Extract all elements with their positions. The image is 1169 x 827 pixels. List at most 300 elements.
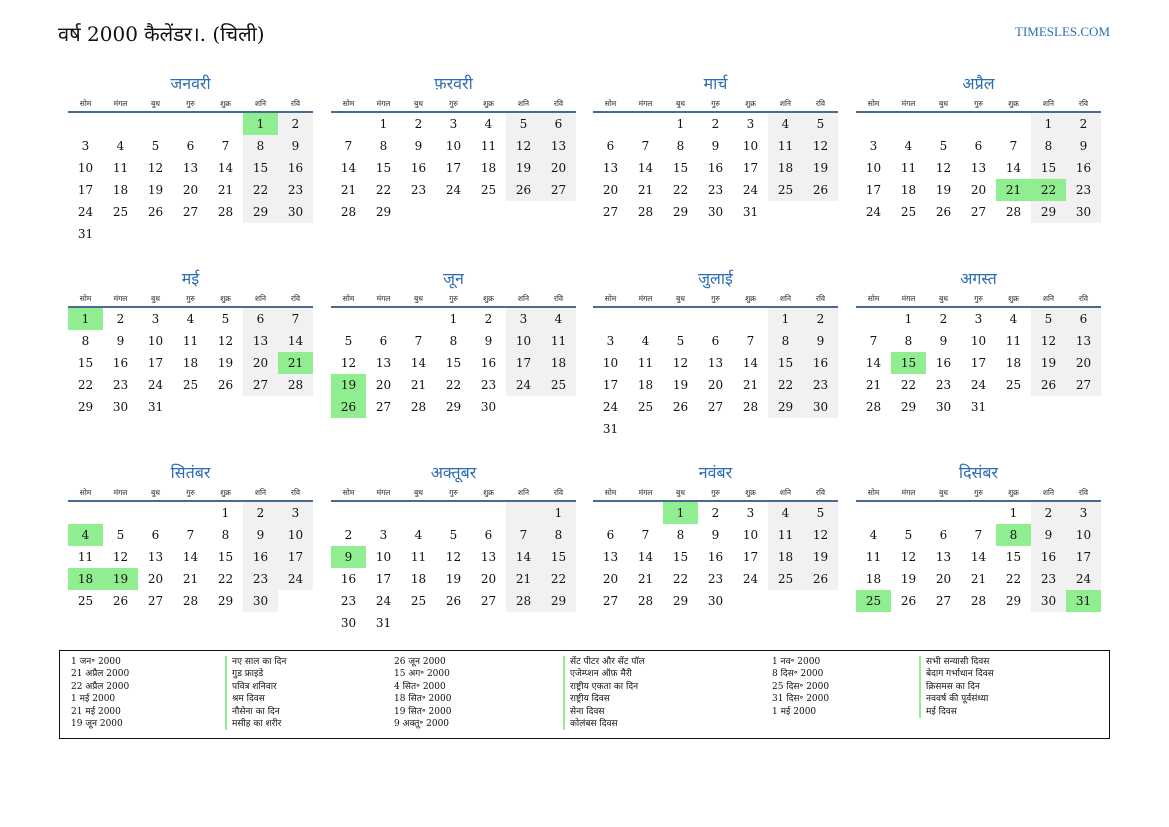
day-cell: 5 [939,139,948,153]
day-cell: 27 [1066,374,1101,396]
weekday-header: शुक्र [471,486,506,501]
weekday-header: मंगल [366,97,401,112]
day-cell: 29 [445,400,462,414]
day-cell: 11 [77,550,94,564]
day-cell: 9 [1031,524,1066,546]
day-cell: 2 [116,312,125,326]
empty-cell [278,396,313,418]
month-name: सितंबर [170,463,211,482]
day-cell: 6 [711,334,720,348]
day-cell: 17 [445,161,462,175]
month-table [68,292,313,418]
day-cell: 21 [506,568,541,590]
weekday-header: शुक्र [733,486,768,501]
empty-cell [506,501,541,524]
day-cell: 1 [541,501,576,524]
day-cell: 22 [445,378,462,392]
empty-cell [663,418,698,440]
day-cell: 10 [970,334,987,348]
day-cell: 4 [641,334,650,348]
day-cell: 11 [768,135,803,157]
day-cell: 7 [278,307,313,330]
day-cell: 16 [410,161,427,175]
day-cell: 16 [1066,157,1101,179]
day-cell: 4 [68,524,103,546]
empty-cell [698,307,733,330]
day-cell: 19 [672,378,689,392]
month-name: अप्रैल [962,74,995,93]
day-cell: 24 [865,205,882,219]
empty-cell [208,396,243,418]
day-cell: 16 [480,356,497,370]
day-cell: 16 [278,157,313,179]
day-cell: 19 [331,374,366,396]
legend-date: 1 मई 2000 [71,694,116,705]
weekday-header: बुध [663,97,698,112]
weekday-header: बुध [401,292,436,307]
day-cell: 9 [1066,135,1101,157]
weekday-header: सोम [68,97,103,112]
empty-cell [208,223,243,245]
day-cell: 20 [147,572,164,586]
day-cell: 7 [746,334,755,348]
day-cell: 17 [147,356,164,370]
day-cell: 2 [1066,112,1101,135]
month-name: जून [443,269,464,288]
day-cell: 31 [77,227,94,241]
day-cell: 22 [541,568,576,590]
day-cell: 29 [768,396,803,418]
day-cell: 20 [970,183,987,197]
day-cell: 21 [996,179,1031,201]
day-cell: 4 [768,501,803,524]
day-cell: 29 [77,400,94,414]
day-cell: 3 [1066,501,1101,524]
day-cell: 5 [116,528,125,542]
day-cell: 19 [803,157,838,179]
day-cell: 30 [480,400,497,414]
day-cell: 20 [541,157,576,179]
day-cell: 1 [449,312,458,326]
day-cell: 6 [541,112,576,135]
weekday-header: रवि [541,486,576,501]
day-cell: 9 [939,334,948,348]
empty-cell [768,590,803,612]
empty-cell [208,112,243,135]
day-cell: 19 [217,356,234,370]
legend-holiday-name: सभी सन्यासी दिवस [926,657,990,667]
day-cell: 11 [900,161,917,175]
day-cell: 14 [278,330,313,352]
day-cell: 19 [803,546,838,568]
day-cell: 15 [541,546,576,568]
day-cell: 4 [116,139,125,153]
legend-names-2 [563,656,645,730]
weekday-header: शनि [768,97,803,112]
day-cell: 13 [480,550,497,564]
weekday-header: सोम [856,292,891,307]
day-cell: 13 [541,135,576,157]
day-cell: 30 [340,616,357,630]
day-cell: 18 [768,546,803,568]
month-name: जनवरी [170,74,211,93]
empty-cell [278,223,313,245]
legend-date: 18 सित॰ 2000 [394,694,452,705]
weekday-header: शुक्र [208,292,243,307]
day-cell: 23 [278,179,313,201]
day-cell: 27 [182,205,199,219]
day-cell: 25 [637,400,654,414]
day-cell: 8 [81,334,90,348]
month-table [68,97,313,245]
day-cell: 26 [900,594,917,608]
day-cell: 30 [112,400,129,414]
day-cell: 4 [541,307,576,330]
day-cell: 7 [974,528,983,542]
day-cell: 5 [803,501,838,524]
empty-cell [173,396,208,418]
day-cell: 31 [602,422,619,436]
day-cell: 10 [865,161,882,175]
day-cell: 14 [970,550,987,564]
day-cell: 3 [974,312,983,326]
day-cell: 14 [182,550,199,564]
day-cell: 19 [103,568,138,590]
weekday-header: शनि [1031,486,1066,501]
empty-cell [891,112,926,135]
month-calendar [68,462,313,612]
weekday-header: शनि [506,292,541,307]
day-cell: 24 [278,568,313,590]
month-name: अगस्त [960,269,997,288]
day-cell: 20 [1066,352,1101,374]
day-cell: 21 [742,378,759,392]
legend-holiday-name: गुड फ्राइडे [232,669,264,680]
legend-holiday-name: राष्ट्रीय दिवस [570,694,610,705]
day-cell: 24 [77,205,94,219]
day-cell: 17 [77,183,94,197]
day-cell: 16 [803,352,838,374]
day-cell: 7 [869,334,878,348]
day-cell: 24 [970,378,987,392]
weekday-header: रवि [541,292,576,307]
day-cell: 2 [711,117,720,131]
day-cell: 6 [379,334,388,348]
day-cell: 9 [116,334,125,348]
weekday-header: सोम [593,292,628,307]
day-cell: 8 [379,139,388,153]
day-cell: 3 [869,139,878,153]
day-cell: 26 [1031,374,1066,396]
day-cell: 4 [904,139,913,153]
legend-date: 8 दिस॰ 2000 [772,669,824,680]
day-cell: 25 [900,205,917,219]
day-cell: 12 [672,356,689,370]
day-cell: 5 [803,112,838,135]
day-cell: 3 [746,117,755,131]
day-cell: 24 [742,572,759,586]
month-calendar [331,268,576,418]
legend-names-1 [225,656,286,730]
empty-cell [103,112,138,135]
month-calendar [331,73,576,223]
weekday-header: गुरु [698,292,733,307]
day-cell: 15 [445,356,462,370]
day-cell: 17 [278,546,313,568]
weekday-header: रवि [1066,97,1101,112]
day-cell: 2 [414,117,423,131]
day-cell: 7 [344,139,353,153]
day-cell: 22 [768,374,803,396]
day-cell: 15 [672,161,689,175]
day-cell: 6 [939,528,948,542]
weekday-header: गुरु [698,97,733,112]
day-cell: 23 [112,378,129,392]
empty-cell [506,612,541,634]
month-calendar [856,462,1101,612]
month-name: जुलाई [698,269,733,288]
weekday-header: शुक्र [733,292,768,307]
day-cell: 27 [541,179,576,201]
weekday-header: गुरु [173,486,208,501]
legend-holiday-name: मसीह का शरीर [232,719,282,730]
weekday-header: रवि [803,486,838,501]
day-cell: 12 [935,161,952,175]
weekday-header: शुक्र [996,292,1031,307]
day-cell: 14 [410,356,427,370]
weekday-header: मंगल [103,292,138,307]
day-cell: 8 [221,528,230,542]
empty-cell [593,112,628,135]
empty-cell [926,112,961,135]
weekday-header: मंगल [891,486,926,501]
day-cell: 6 [606,139,615,153]
legend-date: 9 अक्तू॰ 2000 [394,719,450,730]
day-cell: 4 [869,528,878,542]
day-cell: 5 [506,112,541,135]
month-name: नवंबर [698,463,733,482]
day-cell: 29 [672,594,689,608]
weekday-header: मंगल [366,486,401,501]
month-calendar [593,268,838,440]
day-cell: 1 [1009,506,1018,520]
day-cell: 28 [340,205,357,219]
day-cell: 13 [243,330,278,352]
day-cell: 23 [1031,568,1066,590]
day-cell: 30 [707,205,724,219]
day-cell: 2 [939,312,948,326]
day-cell: 16 [935,356,952,370]
empty-cell [541,396,576,418]
day-cell: 8 [676,139,685,153]
legend-holiday-name: बेदाग गर्भाधान दिवस [926,669,994,680]
weekday-header: शनि [506,486,541,501]
day-cell: 25 [480,183,497,197]
weekday-header: बुध [926,292,961,307]
weekday-header: मंगल [103,486,138,501]
weekday-header: रवि [803,97,838,112]
day-cell: 10 [375,550,392,564]
day-cell: 15 [375,161,392,175]
month-table [331,292,576,418]
month-name: मार्च [703,74,728,93]
weekday-header: सोम [856,97,891,112]
legend-date: 1 जन॰ 2000 [71,657,121,667]
empty-cell [401,501,436,524]
empty-cell [768,201,803,223]
weekday-header: गुरु [961,97,996,112]
day-cell: 14 [340,161,357,175]
day-cell: 26 [506,179,541,201]
day-cell: 19 [1031,352,1066,374]
weekday-header: बुध [138,486,173,501]
day-cell: 30 [1031,590,1066,612]
weekday-header: गुरु [436,486,471,501]
day-cell: 5 [1031,307,1066,330]
day-cell: 9 [711,139,720,153]
month-name: फ़रवरी [434,74,473,93]
month-table [593,292,838,440]
day-cell: 11 [1005,334,1022,348]
day-cell: 10 [742,528,759,542]
weekday-header: मंगल [891,97,926,112]
legend-holiday-name: मई दिवस [926,706,957,717]
day-cell: 24 [602,400,619,414]
legend-date: 15 अग॰ 2000 [394,669,450,680]
legend-date: 26 जून 2000 [394,657,446,667]
day-cell: 23 [707,183,724,197]
legend-dates-2 [394,656,451,730]
day-cell: 25 [541,374,576,396]
empty-cell [541,201,576,223]
day-cell: 24 [445,183,462,197]
day-cell: 30 [1066,201,1101,223]
day-cell: 24 [375,594,392,608]
site-link[interactable]: TIMESLES.COM [1015,24,1110,39]
empty-cell [996,396,1031,418]
day-cell: 3 [81,139,90,153]
day-cell: 29 [375,205,392,219]
day-cell: 7 [506,524,541,546]
empty-cell [68,501,103,524]
day-cell: 31 [147,400,164,414]
day-cell: 6 [151,528,160,542]
weekday-header: शुक्र [996,97,1031,112]
weekday-header: गुरु [961,486,996,501]
empty-cell [366,307,401,330]
day-cell: 21 [182,572,199,586]
day-cell: 28 [637,594,654,608]
day-cell: 18 [637,378,654,392]
day-cell: 22 [243,179,278,201]
day-cell: 20 [243,352,278,374]
day-cell: 17 [1066,546,1101,568]
day-cell: 10 [506,330,541,352]
month-table [331,97,576,223]
day-cell: 22 [77,378,94,392]
month-calendar [856,73,1101,223]
day-cell: 20 [935,572,952,586]
empty-cell [593,307,628,330]
day-cell: 27 [375,400,392,414]
weekday-header: शनि [506,97,541,112]
day-cell: 3 [506,307,541,330]
day-cell: 23 [410,183,427,197]
month-table [856,97,1101,223]
day-cell: 2 [803,307,838,330]
empty-cell [138,223,173,245]
weekday-header: मंगल [628,97,663,112]
weekday-header: बुध [401,97,436,112]
weekday-header: गुरु [173,292,208,307]
day-cell: 12 [803,524,838,546]
day-cell: 28 [278,374,313,396]
day-cell: 2 [1031,501,1066,524]
weekday-header: शनि [1031,97,1066,112]
day-cell: 29 [672,205,689,219]
weekday-header: मंगल [103,97,138,112]
day-cell: 22 [1005,572,1022,586]
empty-cell [593,501,628,524]
empty-cell [961,112,996,135]
day-cell: 10 [278,524,313,546]
day-cell: 12 [506,135,541,157]
day-cell: 18 [900,183,917,197]
day-cell: 11 [768,524,803,546]
day-cell: 26 [445,594,462,608]
empty-cell [1031,396,1066,418]
day-cell: 19 [506,157,541,179]
day-cell: 21 [410,378,427,392]
weekday-header: बुध [138,97,173,112]
day-cell: 6 [186,139,195,153]
day-cell: 27 [480,594,497,608]
day-cell: 1 [663,501,698,524]
day-cell: 11 [480,139,497,153]
day-cell: 14 [742,356,759,370]
day-cell: 20 [602,183,619,197]
empty-cell [436,612,471,634]
empty-cell [366,501,401,524]
day-cell: 23 [707,572,724,586]
day-cell: 2 [278,112,313,135]
day-cell: 5 [221,312,230,326]
empty-cell [331,307,366,330]
weekday-header: सोम [593,486,628,501]
day-cell: 30 [243,590,278,612]
day-cell: 5 [676,334,685,348]
day-cell: 14 [217,161,234,175]
empty-cell [506,201,541,223]
month-name: मई [181,269,200,288]
day-cell: 15 [891,352,926,374]
day-cell: 13 [375,356,392,370]
legend-holiday-name: सेंट पीटर और सेंट पॉल [570,657,645,667]
day-cell: 19 [147,183,164,197]
weekday-header: शुक्र [471,97,506,112]
day-cell: 25 [1005,378,1022,392]
day-cell: 30 [278,201,313,223]
day-cell: 13 [1066,330,1101,352]
day-cell: 28 [182,594,199,608]
empty-cell [996,112,1031,135]
day-cell: 14 [637,550,654,564]
day-cell: 1 [243,112,278,135]
empty-cell [733,307,768,330]
day-cell: 18 [112,183,129,197]
day-cell: 26 [803,568,838,590]
empty-cell [541,612,576,634]
